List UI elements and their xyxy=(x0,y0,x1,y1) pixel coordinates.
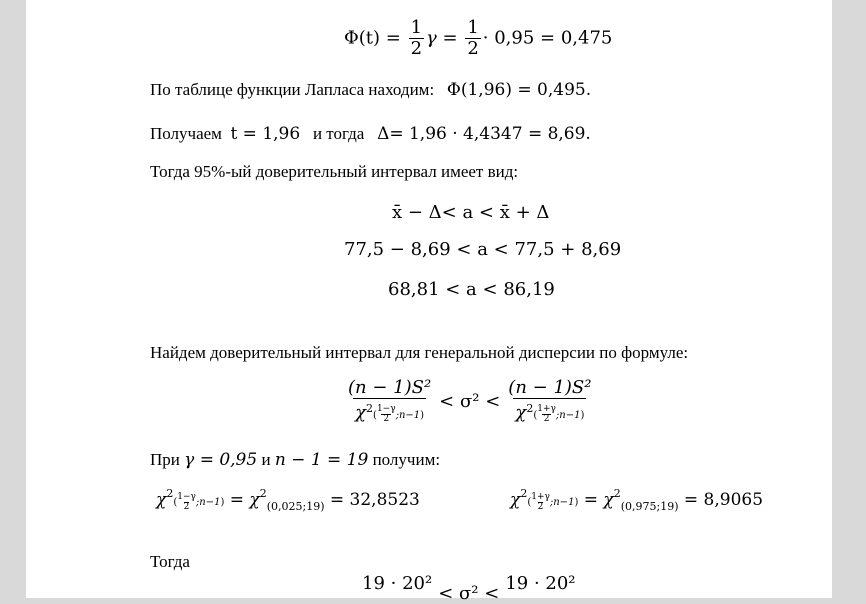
fraction: $\frac{1}{2}$ xyxy=(410,17,423,59)
interval-eq-1: x̄ − Δ< a < x̄ + Δ xyxy=(392,202,550,223)
chi-right: $\chi^2$( $\frac{1+\gamma}{2}$ ;n−1) = $\chi^2_{(0,975;19)} = 8,9065$ xyxy=(510,487,764,513)
interval-eq-3: 68,81 < a < 86,19 xyxy=(388,279,555,300)
variance-formula: (n − 1)S² $\chi^2$( $\frac{1-\gamma}{2}$ ;n−1) < σ² < (n − 1)S² $\chi^2$( $\frac{1+\gamma}{2}$ ;n−1) xyxy=(348,377,592,425)
chi-left: $\chi^2$( $\frac{1-\gamma}{2}$ ;n−1) = $\chi^2_{(0,025;19)} = 32,8523$ xyxy=(156,487,420,513)
interval-eq-2: 77,5 − 8,69 < a < 77,5 + 8,69 xyxy=(344,239,622,260)
interval-intro: Тогда 95%-ый доверительный интервал имеет вид: xyxy=(150,162,519,181)
fraction: $\frac{1}{2}$ xyxy=(467,17,479,59)
variance-intro: Найдем доверительный интервал для генеральной дисперсии по формуле: xyxy=(150,343,689,362)
final-formula: 19 · 20² < σ² < 19 · 20² xyxy=(362,573,576,604)
then-line: Тогда xyxy=(150,552,190,571)
delta-line: Получаем t = 1,96 и тогда Δ= 1,96 · 4,4347 = 8,69. xyxy=(150,124,591,144)
laplace-line: По таблице функции Лапласа находим: Φ(1,96) = 0,495. xyxy=(150,80,592,100)
document-page xyxy=(26,0,832,604)
when-line: При γ = 0,95 и n − 1 = 19 получим: xyxy=(150,450,441,470)
phi-formula: Φ(t) = $\frac{1}{2}$ γ = $\frac{1}{2}$ · 0,95 = 0,475 xyxy=(344,17,613,59)
